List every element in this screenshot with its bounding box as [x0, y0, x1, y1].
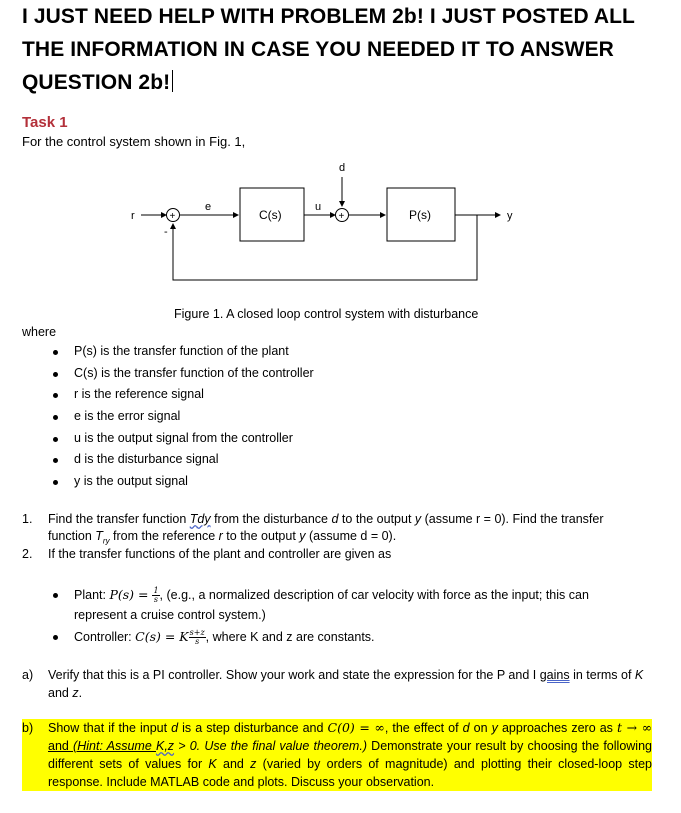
question-2-text: If the transfer functions of the plant and controller are given as: [48, 547, 392, 561]
task-intro: For the control system shown in Fig. 1,: [22, 134, 246, 149]
controller-label: C(s): [259, 208, 282, 222]
signal-d-label: d: [339, 162, 346, 174]
list-item: e is the error signal: [48, 409, 314, 431]
list-item: r is the reference signal: [48, 387, 314, 409]
task-title: Task 1: [22, 114, 68, 131]
sum1-minus: -: [164, 226, 168, 238]
sum1-plus: +: [169, 211, 176, 222]
question-1-text: Find the transfer function Tdy from the disturbance d to the output y (assume r = 0). Find the transfer function $T_{ry}$ from the reference r to the output y (assume d = 0).: [48, 512, 604, 546]
block-diagram: [0, 155, 681, 295]
list-item: y is the output signal: [48, 474, 314, 496]
signal-r-label: r: [131, 210, 135, 222]
plant-tf-item: Plant: P(s) = $\frac{1}{s}$ , (e.g., a normalized description of car velocity with force as the input; this can represent a cruise control system.): [48, 585, 634, 625]
text-cursor: [172, 70, 173, 92]
definitions-list: [48, 344, 314, 496]
part-b-highlighted: b) Show that if the input d is a step disturbance and C(0) = ∞, the effect of d on y approaches zero as t → ∞ and (Hint: Assume K,z > 0. Use the final value theorem.) Demonstrate your result by choosing the following different sets of values for K and z (varied by orders of magnitude) and plotting their closed-loop step response. Include MATLAB code and plots. Discuss your observation.: [22, 720, 653, 789]
transfer-functions-list: [48, 585, 634, 647]
part-a: a) Verify that this is a PI controller. Show your work and state the expression for the P and I gains in terms of K and z.: [22, 666, 652, 702]
figure-caption: Figure 1. A closed loop control system with disturbance: [174, 307, 479, 321]
question-1: 1. Find the transfer function Tdy from the disturbance d to the output y (assume r = 0). Find the transfer function $T_{ry}$ from the reference r to the output y (assume d = 0).: [22, 511, 648, 550]
signal-e-label: e: [205, 201, 212, 213]
list-item: C(s) is the transfer function of the controller: [48, 366, 314, 388]
page-heading: I JUST NEED HELP WITH PROBLEM 2b! I JUST POSTED ALL THE INFORMATION IN CASE YOU NEEDED IT TO ANSWER QUESTION 2b!: [22, 5, 635, 94]
list-item: P(s) is the transfer function of the plant: [48, 344, 314, 366]
part-a-text: Verify that this is a PI controller. Show your work and state the expression for the P and I gains in terms of K and z.: [48, 668, 644, 700]
sum2-plus: +: [338, 211, 345, 222]
where-label: where: [22, 325, 57, 339]
signal-u-label: u: [315, 201, 322, 213]
part-b-text: Show that if the input d is a step disturbance and C(0) = ∞, the effect of d on y approaches zero as t → ∞ and (Hint: Assume K,z > 0. Use the final value theorem.) Demonstrate your result by choosing the following different sets of values for K and z (varied by orders of magnitude) and plotting their closed-loop step response. Include MATLAB code and plots. Discuss your observation.: [48, 720, 653, 789]
controller-fraction: $\frac{s+z}{s}$: [189, 628, 205, 647]
plant-label: P(s): [409, 208, 431, 222]
signal-y-label: y: [507, 210, 513, 222]
list-item: d is the disturbance signal: [48, 452, 314, 474]
list-item: u is the output signal from the controller: [48, 431, 314, 453]
question-2: 2. If the transfer functions of the plant and controller are given as: [22, 546, 648, 563]
plant-fraction: $\frac{1}{s}$: [153, 586, 159, 605]
controller-tf-item: Controller: C(s) = K $\frac{s+z}{s}$ , where K and z are constants.: [48, 627, 634, 647]
